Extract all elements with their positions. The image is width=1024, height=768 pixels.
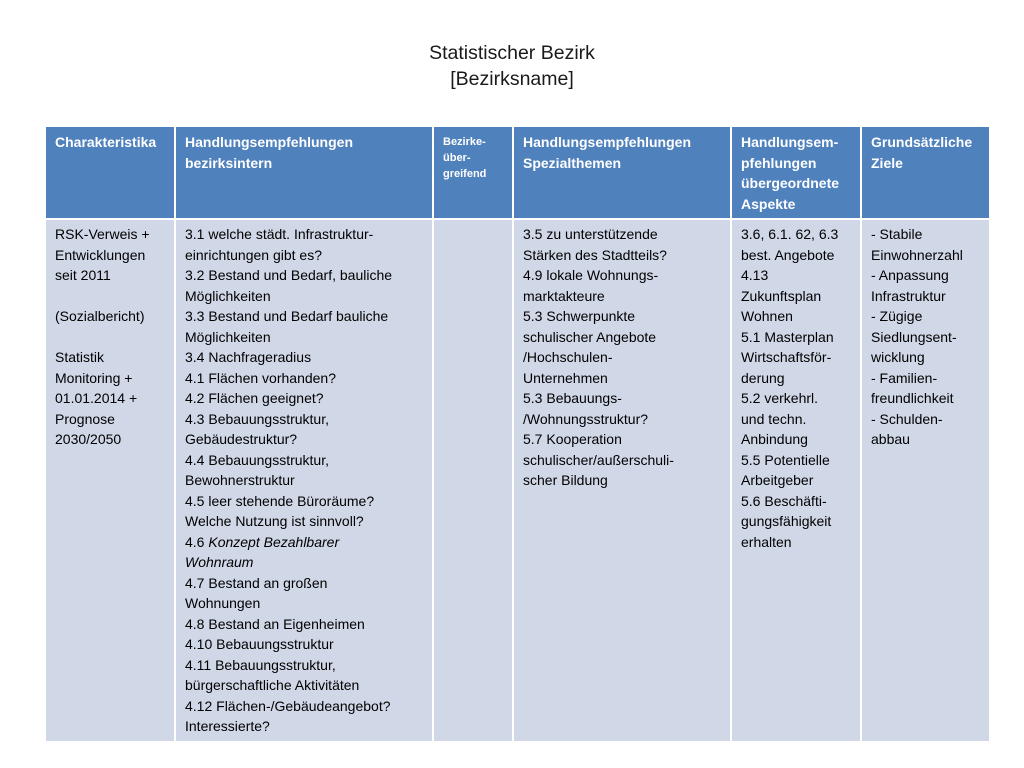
cell-line: 5.3 Schwerpunkte (523, 308, 636, 324)
cell-line: erhalten (741, 533, 792, 550)
cell-line: Möglichkeiten (185, 287, 271, 304)
header-line: Handlungsempfehlungen (523, 134, 691, 150)
header-line: Spezialthemen (523, 154, 622, 171)
cell-line: Prognose (55, 410, 115, 427)
cell-line: 5.2 verkehrl. (741, 390, 819, 406)
cell-line: 4.7 Bestand an großen (185, 574, 328, 591)
header-line: Aspekte (741, 195, 796, 212)
cell-line: 3.2 Bestand und Bedarf, bauliche (185, 267, 393, 283)
cell-line: 3.5 zu unterstützende (523, 226, 658, 242)
cell-line: /Wohnungsstruktur? (523, 410, 649, 427)
cell-line: wicklung (871, 349, 925, 365)
cell-line: bürgerschaftliche Aktivitäten (185, 677, 360, 693)
cell-line: Zukunftsplan (741, 287, 822, 304)
cell-line: Welche Nutzung ist sinnvoll? (185, 513, 364, 529)
header-charakteristika (45, 126, 175, 219)
cell-line: Infrastruktur (871, 287, 946, 304)
cell-line: best. Angebote (741, 246, 835, 263)
cell-line: Anbindung (741, 431, 808, 447)
cell-line: Unternehmen (523, 369, 608, 386)
cell-line: 4.13 (741, 267, 769, 283)
header-line: Handlungsempfehlungen (185, 134, 353, 150)
cell-line: Wohnungen (185, 595, 261, 611)
cell-line: - Familien- (871, 369, 938, 386)
cell-line: Monitoring + (55, 369, 133, 386)
cell-line: 5.3 Bebauungs- (523, 390, 622, 406)
cell-line: - Anpassung (871, 267, 949, 283)
table-header-row (45, 126, 990, 219)
cell-line: und techn. (741, 410, 807, 427)
cell-line: 01.01.2014 + (55, 390, 138, 406)
header-line: pfehlungen (741, 154, 817, 171)
title-line-2: [Bezirksname] (450, 68, 574, 90)
header-line: greifend (443, 168, 487, 180)
cell-line: 3.4 Nachfrageradius (185, 349, 312, 365)
cell-line: Möglichkeiten (185, 328, 271, 345)
recommendations-table (44, 125, 991, 743)
cell-line: - Zügige (871, 308, 923, 324)
cell-charakteristika (45, 219, 175, 742)
cell-uebergeordnete-aspekte (731, 219, 861, 742)
header-line: Handlungsem- (741, 134, 839, 150)
cell-line: 4.1 Flächen vorhanden? (185, 369, 336, 386)
cell-line: 5.1 Masterplan (741, 328, 834, 345)
cell-line: 2030/2050 (55, 431, 122, 447)
cell-bezirksintern (175, 219, 433, 742)
table-row (45, 219, 990, 742)
cell-line: Bewohnerstruktur (185, 472, 295, 488)
cell-line: Einwohnerzahl (871, 246, 963, 263)
header-spezialthemen (513, 126, 731, 219)
cell-line: Entwicklungen (55, 246, 146, 263)
header-bezirksintern (175, 126, 433, 219)
header-line: Charakteristika (55, 134, 157, 150)
cell-line-italic: Konzept Bezahlbarer (208, 533, 340, 550)
cell-line: 3.3 Bestand und Bedarf bauliche (185, 308, 389, 324)
cell-line: marktakteure (523, 287, 605, 304)
cell-line: abbau (871, 431, 910, 447)
header-grundsaetzliche-ziele (861, 126, 990, 219)
cell-line-prefix: 4.6 (185, 533, 209, 550)
cell-line: 4.9 lokale Wohnungs- (523, 267, 659, 283)
cell-line: 4.2 Flächen geeignet? (185, 390, 324, 406)
cell-line: 4.10 Bebauungsstruktur (185, 636, 334, 652)
cell-line: 3.6, 6.1. 62, 6.3 (741, 226, 839, 242)
cell-line: Siedlungsent- (871, 328, 957, 345)
header-line: über- (443, 152, 471, 164)
cell-line: gungsfähigkeit (741, 513, 832, 529)
cell-line: 4.11 Bebauungsstruktur, (185, 656, 336, 673)
cell-line: Interessierte? (185, 718, 270, 734)
header-line: Bezirke- (443, 136, 486, 148)
cell-line: 4.12 Flächen-/Gebäudeangebot? (185, 697, 391, 714)
cell-line: 4.3 Bebauungsstruktur, (185, 410, 329, 427)
cell-line: - Schulden- (871, 410, 943, 427)
cell-line: Arbeitgeber (741, 472, 814, 488)
cell-spezialthemen (513, 219, 731, 742)
cell-bezirkeuebergreifend-empty (433, 219, 513, 742)
cell-line: freundlichkeit (871, 390, 954, 406)
cell-line: 3.1 welche städt. Infrastruktur- (185, 226, 374, 242)
cell-line: 5.6 Beschäfti- (741, 492, 827, 509)
cell-line: 4.8 Bestand an Eigenheimen (185, 615, 365, 632)
cell-gap (55, 286, 169, 307)
cell-line: Gebäudestruktur? (185, 431, 298, 447)
header-line: bezirksintern (185, 154, 273, 171)
header-line: Ziele (871, 154, 903, 171)
cell-line: - Stabile (871, 226, 923, 242)
cell-line: RSK-Verweis + (55, 226, 150, 242)
cell-line: einrichtungen gibt es? (185, 246, 322, 263)
header-uebergeordnete-aspekte (731, 126, 861, 219)
cell-line: 4.4 Bebauungsstruktur, (185, 451, 329, 468)
cell-line (185, 532, 427, 553)
cell-gap (55, 327, 169, 348)
header-bezirkeuebergreifend (433, 126, 513, 219)
cell-grundsaetzliche-ziele (861, 219, 990, 742)
cell-line: schulischer Angebote (523, 328, 657, 345)
cell-line: /Hochschulen- (523, 349, 613, 365)
cell-line: derung (741, 369, 785, 386)
cell-line: scher Bildung (523, 472, 608, 488)
cell-line: 4.5 leer stehende Büroräume? (185, 492, 375, 509)
cell-line: seit 2011 (55, 267, 111, 283)
title-line-1: Statistischer Bezirk (429, 42, 595, 64)
slide-title (0, 40, 1024, 92)
cell-line: Wirtschaftsför- (741, 349, 832, 365)
cell-line: 5.5 Potentielle (741, 451, 830, 468)
cell-line: 5.7 Kooperation (523, 431, 622, 447)
header-line: übergeordnete (741, 175, 840, 191)
header-line: Grundsätzliche (871, 134, 973, 150)
cell-line: schulischer/außerschuli- (523, 451, 674, 468)
cell-line: Wohnen (741, 308, 793, 324)
cell-line: Statistik (55, 349, 105, 365)
cell-line: (Sozialbericht) (55, 308, 145, 324)
cell-line: Stärken des Stadtteils? (523, 246, 667, 263)
cell-line-italic: Wohnraum (185, 554, 254, 570)
